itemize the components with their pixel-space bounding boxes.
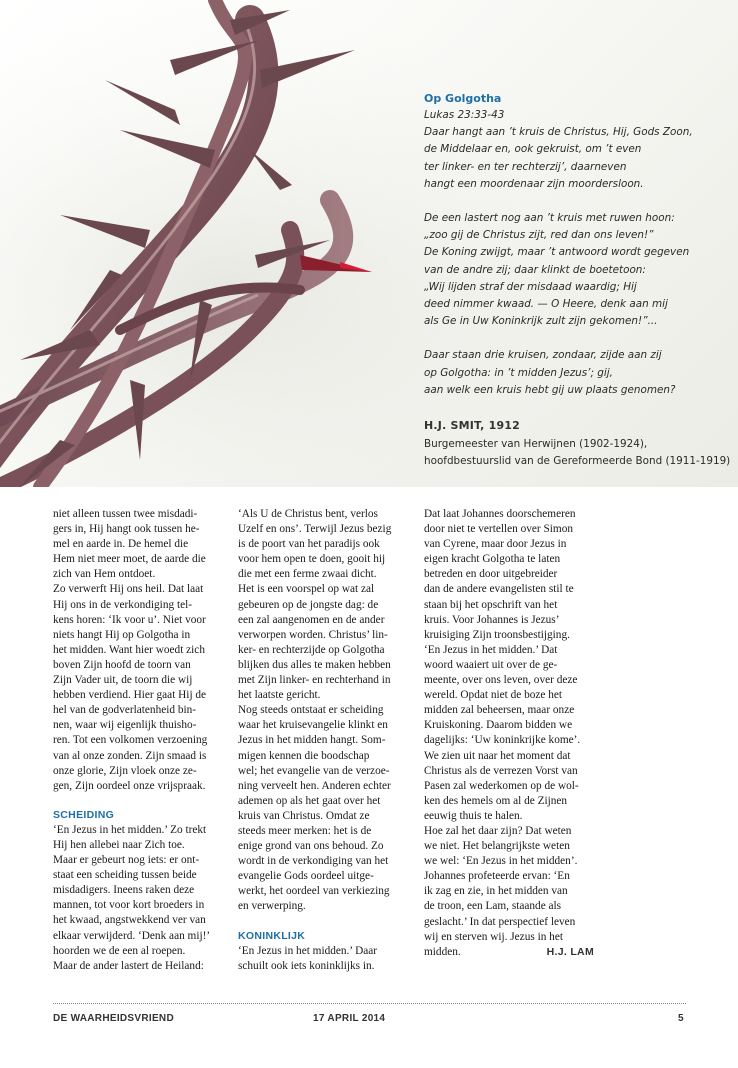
article-line: Hoe zal het daar zijn? Dat weten [424,824,572,837]
article-line: zich van Hem ontdoet. [53,568,156,581]
article-line: dan de andere evangelisten stil te [424,583,574,596]
poem-line: de Middelaar en, ook gekruist, om ’t even [424,143,642,156]
article-line: gen, Zijn oordeel onze vrijspraak. [53,779,206,792]
article-line: woord waaiert uit over de ge- [424,658,558,671]
poem-line: van de andre zij; daar klinkt de boetetoon: [424,263,646,276]
article-line: dagelijks: ‘Uw koninkrijke kome’. [424,734,581,747]
poem-line: „Wij lijden straf der misdaad waardig; Hij [424,280,637,293]
poem-title: Op Golgotha [424,92,502,105]
section-heading: KONINKLIJK [238,929,306,942]
article-line: wereld. Opdat niet de boze het [424,689,563,702]
article-line: wordt in de verkondiging van het [238,855,389,868]
poem-line: hangt een moordenaar zijn moordersloon. [424,177,644,190]
article-line: misdadigers. Ineens raken deze [53,884,195,897]
article-line: een zal aangenomen en de ander [238,613,385,626]
poem-line: deed nimmer kwaad. — O Heere, denk aan mij [424,298,668,311]
article-line: schuilt ook iets koninklijks in. [238,959,375,972]
article-column-1 [53,507,228,974]
article-line: ken des hemels om al de Zijnen [424,794,568,807]
article-line: die met een ferme zwaai dicht. [238,568,377,581]
article-line: Nog steeds ontstaat er scheiding [238,704,384,717]
article-line: Maar er gebeurt nog iets: er ont- [53,854,200,867]
article-line: en verwerping. [238,900,306,913]
article-line: het kwaad, angstwekkend ver van [53,914,206,927]
poem-line: op Golgotha: in ’t midden Jezus’; gij, [424,366,613,379]
footer-date: 17 APRIL 2014 [313,1013,386,1024]
article-line: is de poort van het paradijs ook [238,538,380,551]
poem-reference: Lukas 23:33-43 [424,109,505,121]
poem-author: H.J. SMIT, 1912 [424,419,521,433]
article-line: met Zijn linker- en rechterhand in [238,674,391,687]
section-heading: SCHEIDING [53,808,115,821]
poem-line: Daar staan drie kruisen, zondaar, zijde aan zij [424,349,662,362]
article-line: ademen op als het gaat over het [238,794,381,807]
article-line: migen kennen die boodschap [238,749,370,762]
article-line: Kruiskoning. Daarom bidden we [424,719,573,732]
article-line: wij en sterven wij. Jezus in het [424,930,563,943]
poem-author-info: hoofdbestuurslid van de Gereformeerde Bond (1911-1919) [424,455,731,468]
article-line: geslacht.’ In dat perspectief leven [424,915,576,928]
article-line: midden zal beheersen, maar onze [424,704,575,717]
article-line: ning verveelt hen. Anderen echter [238,779,391,792]
crown-of-thorns-photo [0,0,738,487]
article-line: Jezus in het midden hangt. Som- [238,734,386,747]
article-line: gebeuren op de jongste dag: de [238,598,379,611]
article-line: blijken dus alles te maken hebben [238,658,391,671]
article-line: de troon, een Lam, staande als [424,900,562,913]
article-line: mel en aarde in. De hemel die [53,538,189,551]
article-line: Maar de ander lastert de Heiland: [53,959,204,972]
article-line: Pasen zal wederkomen op de wol- [424,779,579,792]
footer-page-number: 5 [678,1013,684,1024]
article-line: wel; het evangelie van de verzoe- [238,764,390,777]
poem-line: Daar hangt aan ’t kruis de Christus, Hij, Gods Zoon, [424,126,693,139]
poem-line: ter linker- en ter rechterzij’, daarneven [424,160,627,173]
article-line: we niet. Het belangrijkste weten [424,840,570,853]
article-column-3 [424,507,599,960]
article-line: van al onze zonden. Zijn smaad is [53,749,207,762]
article-line: staat een scheiding tussen beide [53,869,197,882]
poem-stanza-1 [424,124,724,193]
article-line: evangelie Gods oordeel uitge- [238,870,374,883]
poem-line: „zoo gij de Christus zijt, red dan ons leven!” [424,229,654,242]
article-signature: H.J. LAM [546,945,594,958]
article-line: voor hem open te doen, gooit hij [238,553,386,566]
article-line: Hij ons in de verkondiging tel- [53,598,192,611]
article-line: ‘En Jezus in het midden.’ Zo trekt [53,823,207,836]
article-line: staan bij het opschrift van het [424,598,558,611]
article-line: niet alleen tussen twee misdadi- [53,508,198,520]
article-column-2 [238,507,413,974]
article-line: eeuwig thuis te halen. [424,809,523,822]
article-line: we wel: ‘En Jezus in het midden’. [424,855,578,868]
article-line: kens horen: ‘Ik voor u’. Niet voor [53,613,206,626]
article-line: kruis. Voor Johannes is Jezus’ [424,613,560,626]
article-line: Zo verwerft Hij ons heil. Dat laat [53,583,204,596]
article-line: Christus als de verrezen Vorst van [424,764,578,777]
poem [424,90,731,470]
article-line: ren. Tot een volkomen verzoening [53,734,208,747]
article-line: onze glorie, Zijn vloek onze ze- [53,764,197,777]
article-line: enige grond van ons behoud. Zo [238,840,384,853]
article-line: Zijn Vader uit, de toorn die wij [53,674,193,687]
article-line: mannen, tot voor kort broeders in [53,899,205,912]
article-line: steeds meer merken: het is de [238,824,372,837]
article-line: elkaar verwijderd. ‘Denk aan mij!’ [53,929,211,942]
article-line: gers in, Hij hangt ook tussen he- [53,523,200,536]
footer-publication: DE WAARHEIDSVRIEND [53,1013,174,1024]
poem-line: De een lastert nog aan ’t kruis met ruwen hoon: [424,212,675,225]
article-line: We zien uit naar het moment dat [424,749,571,762]
poem-line: aan welk een kruis hebt gij uw plaats genomen? [424,383,676,396]
poem-stanza-3 [424,347,724,399]
article-line: kruisiging Zijn troonsbestijging. [424,628,570,641]
article-line: betreden en door uitgebreider [424,568,558,581]
article-line: midden. [424,945,461,958]
article-line: werkt, het oordeel van verkiezing [238,885,390,898]
article-line: Hem niet meer moet, de aarde die [53,553,206,566]
article-line: Het is een voorspel op wat zal [238,583,375,596]
article-line: door niet te vertellen over Simon [424,523,574,536]
article-line: het midden. Want hier woedt zich [53,643,205,656]
poem-line: De Koning zwijgt, maar ’t antwoord wordt gegeven [424,246,690,259]
article-line: meente, over ons leven, over deze [424,674,578,687]
article-line: ik zag en zie, in het midden van [424,885,568,898]
footer-divider [53,1003,686,1004]
article-line: hoorden we de een al roepen. [53,944,186,957]
article-line: ‘En Jezus in het midden.’ Daar [238,944,378,957]
article-line: verworpen worden. Christus’ lin- [238,628,388,641]
article-line: ‘Als U de Christus bent, verlos [238,508,378,520]
article-line: Hij hen allebei naar Zich toe. [53,838,185,851]
article-line: Johannes profeteerde ervan: ‘En [424,870,570,883]
article-line: eigen kracht Golgotha te laten [424,553,561,566]
article-line: Uzelf en ons’. Terwijl Jezus bezig [238,523,392,536]
article-line: het laatste gericht. [238,689,321,702]
article-line: niets hangt Hij op Golgotha in [53,628,191,641]
article-line: nen, waar wij eigenlijk thuisho- [53,719,197,732]
article-line: ker- en rechterzijde op Golgotha [238,643,385,656]
article-line: hel van de godverlatenheid bin- [53,704,197,717]
poem-author-info: Burgemeester van Herwijnen (1902-1924), [424,438,648,451]
article-line: waar het kruisevangelie klinkt en [238,719,388,732]
article-line: kruis van Christus. Omdat ze [238,809,370,822]
article-line: boven Zijn hoofd de toorn van [53,658,191,671]
article-line: Dat laat Johannes doorschemeren [424,508,576,520]
poem-stanza-2 [424,210,724,330]
article-line: hebben verdiend. Hier gaat Hij de [53,689,207,702]
article-line: ‘En Jezus in het midden.’ Dat [424,643,558,656]
poem-line: als Ge in Uw Koninkrijk zult zijn gekomen!”... [424,315,658,328]
article-line: van Cyrene, maar door Jezus in [424,538,567,551]
